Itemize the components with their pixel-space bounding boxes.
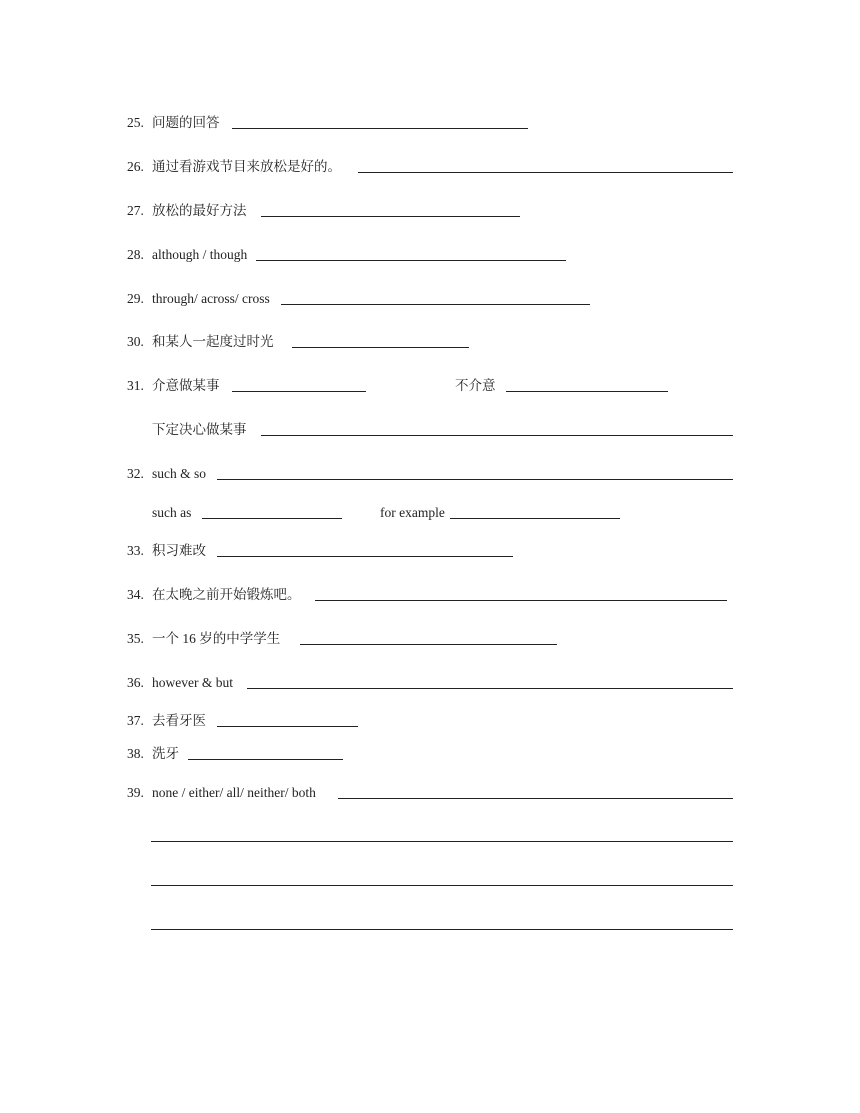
item-number: 25. [127,115,144,130]
item-prompt: none / either/ all/ neither/ both [152,785,316,800]
answer-line[interactable] [151,929,733,930]
item-number: 31. [127,378,144,393]
item-32 [127,464,737,484]
item-number: 33. [127,543,144,558]
answer-blank[interactable] [217,479,733,480]
item-prompt: 洗牙 [152,746,179,761]
item-number: 39. [127,785,144,800]
item-prompt-secondary: 不介意 [455,378,496,393]
answer-blank[interactable] [188,759,343,760]
item-prompt: 在太晚之前开始锻炼吧。 [152,587,301,602]
item-26 [127,157,737,177]
answer-blank[interactable] [261,435,733,436]
answer-blank[interactable] [338,798,733,799]
item-prompt: 和某人一起度过时光 [152,334,274,349]
item-39 [127,783,737,803]
item-25 [127,113,737,133]
item-prompt: 积习难改 [152,543,206,558]
answer-blank[interactable] [261,216,520,217]
answer-blank[interactable] [217,726,358,727]
answer-blank[interactable] [292,347,469,348]
item-number: 34. [127,587,144,602]
item-number: 28. [127,247,144,262]
answer-blank[interactable] [281,304,590,305]
answer-blank[interactable] [217,556,513,557]
answer-blank[interactable] [247,688,733,689]
item-prompt: such & so [152,466,206,481]
item-32-continued [127,503,737,523]
item-prompt: 下定决心做某事 [152,422,247,437]
item-number: 26. [127,159,144,174]
item-28 [127,245,737,265]
item-number: 29. [127,291,144,306]
item-27 [127,201,737,221]
item-37 [127,711,737,731]
item-prompt: 去看牙医 [152,713,206,728]
item-prompt: through/ across/ cross [152,291,270,306]
answer-blank[interactable] [358,172,733,173]
item-number: 38. [127,746,144,761]
item-number: 37. [127,713,144,728]
answer-line[interactable] [151,885,733,886]
item-prompt: 通过看游戏节目来放松是好的。 [152,159,341,174]
item-prompt: 介意做某事 [152,378,220,393]
item-31 [127,376,737,396]
answer-blank[interactable] [202,518,342,519]
item-prompt: 问题的回答 [152,115,220,130]
answer-blank-secondary[interactable] [450,518,620,519]
item-number: 30. [127,334,144,349]
item-30 [127,332,737,352]
answer-line[interactable] [151,841,733,842]
answer-blank[interactable] [232,128,528,129]
item-number: 32. [127,466,144,481]
item-33 [127,541,737,561]
item-number: 35. [127,631,144,646]
item-prompt: 放松的最好方法 [152,203,247,218]
item-31-continued [127,420,737,440]
item-prompt-secondary: for example [380,505,445,520]
item-number: 27. [127,203,144,218]
answer-blank[interactable] [300,644,557,645]
item-prompt: although / though [152,247,248,262]
answer-blank-secondary[interactable] [506,391,668,392]
item-34 [127,585,737,605]
item-36 [127,673,737,693]
item-29 [127,289,737,309]
answer-blank[interactable] [315,600,727,601]
answer-blank[interactable] [232,391,366,392]
item-number: 36. [127,675,144,690]
item-prompt: such as [152,505,192,520]
item-35 [127,629,737,649]
item-prompt: 一个 16 岁的中学学生 [152,631,281,646]
answer-blank[interactable] [256,260,566,261]
item-38 [127,744,737,764]
item-prompt: however & but [152,675,233,690]
